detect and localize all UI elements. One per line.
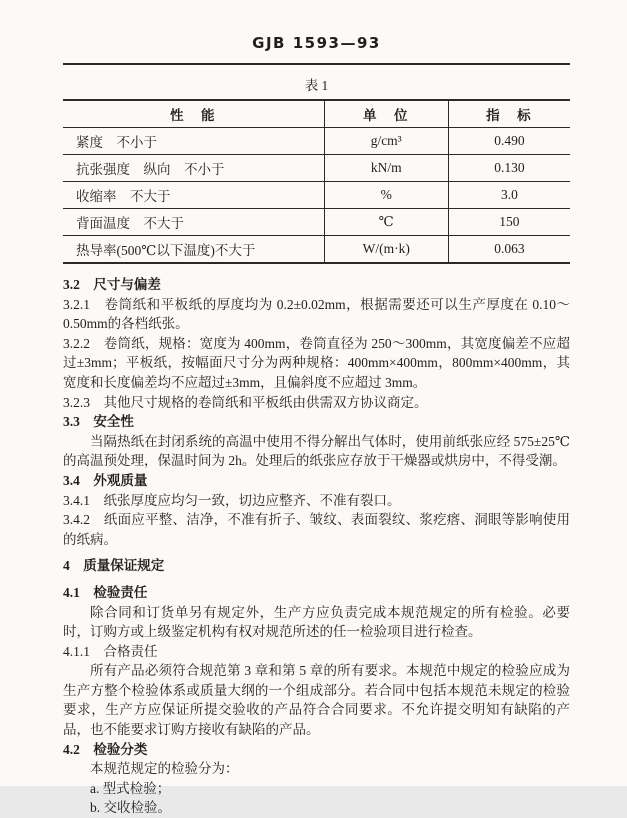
table-cell: g/cm³ [324,128,448,155]
paragraph-3-4-1: 3.4.1 纸张厚度应均匀一致，切边应整齐、不准有裂口。 [63,492,401,508]
table-header-cell: 指 标 [448,100,570,128]
table-cell: 抗张强度 纵向 不小于 [63,155,324,182]
table-cell: kN/m [324,155,448,182]
table-cell: W/(m·k) [324,236,448,264]
table-cell: 背面温度 不大于 [63,209,324,236]
section-heading-4-1-1: 4.1.1 合格责任 [63,643,158,659]
spec-table [63,99,570,264]
table-header-cell: 性 能 [63,100,324,128]
table-cell: 热导率(500℃以下温度)不大于 [76,243,256,258]
body-text [63,275,570,818]
section-heading-3-3: 3.3 安全性 [63,414,134,430]
table-row [63,155,570,182]
table-cell: 0.063 [448,236,570,264]
paragraph-4-2: 本规范规定的检验分为： [90,761,239,777]
header-rule [63,63,570,65]
section-heading-3-4: 3.4 外观质量 [63,472,148,488]
section-heading-3-2: 3.2 尺寸与偏差 [63,277,161,292]
table-row [63,128,570,155]
list-item-b: b. 交收检验。 [90,800,171,816]
table-row [63,209,570,236]
table-cell: 150 [448,209,570,236]
table-cell: 3.0 [448,182,570,209]
table-row [63,236,570,264]
chapter-heading-4: 4 质量保证规定 [63,558,165,574]
paragraph-3-2-3: 3.2.3 其他尺寸规格的卷筒纸和平板纸由供需双方协议商定。 [63,394,428,410]
table-row [63,182,570,209]
table-cell: 0.490 [448,128,570,155]
paragraph-3-2-2: 3.2.2 卷筒纸，规格：宽度为 400mm，卷筒直径为 250～300mm，其宽度偏差不应超过±3mm；平板纸，按幅面尺寸分为两种规格：400mm×400mm，800mm×400mm，其宽度和长度偏差均不应超过±3mm，且偏斜度不应超过 3mm。 [63,335,570,390]
section-heading-4-2: 4.2 检验分类 [63,741,148,757]
table-cell: % [324,182,448,209]
paragraph-3-2-1: 3.2.1 卷筒纸和平板纸的厚度均为 0.2±0.02mm，根据需要还可以生产厚度在 0.10～0.50mm的各档纸张。 [63,296,570,332]
table-header-row [63,100,570,128]
table-cell: 0.130 [448,155,570,182]
paragraph-4-1: 除合同和订货单另有规定外，生产方应负责完成本规范规定的所有检验。必要时，订购方或上级鉴定机构有权对规范所述的任一检验项目进行检查。 [63,604,570,640]
table-cell: ℃ [324,209,448,236]
table-header-cell: 单 位 [324,100,448,128]
table-caption: 表 1 [304,78,329,93]
section-heading-4-1: 4.1 检验责任 [63,584,148,600]
doc-number: GJB 1593—93 [252,34,381,52]
paragraph-3-4-2: 3.4.2 纸面应平整、洁净，不准有折子、皱纹、表面裂纹、浆疙瘩、洞眼等影响使用的纸病。 [63,512,570,547]
paragraph-4-1-1: 所有产品必须符合规范第 3 章和第 5 章的所有要求。本规范中规定的检验应成为生产方整个检验体系或质量大纲的一个组成部分。若合同中包括本规范未规定的检验要求，生产方应保证所提交验收的产品符合合同要求。不允许提交明知有缺陷的产品，也不能要求订购方接收有缺陷的产品。 [63,663,570,738]
paragraph-3-3: 当隔热纸在封闭系统的高温中使用不得分解出气体时，使用前纸张应经 575±25℃的高温预处理，保温时间为 2h。处理后的纸张应存放于干燥器或烘房中，不得受潮。 [63,433,570,469]
table-cell: 紧度 不小于 [63,128,324,155]
table-cell: 收缩率 不大于 [63,182,324,209]
list-item-a: a. 型式检验； [90,780,171,796]
